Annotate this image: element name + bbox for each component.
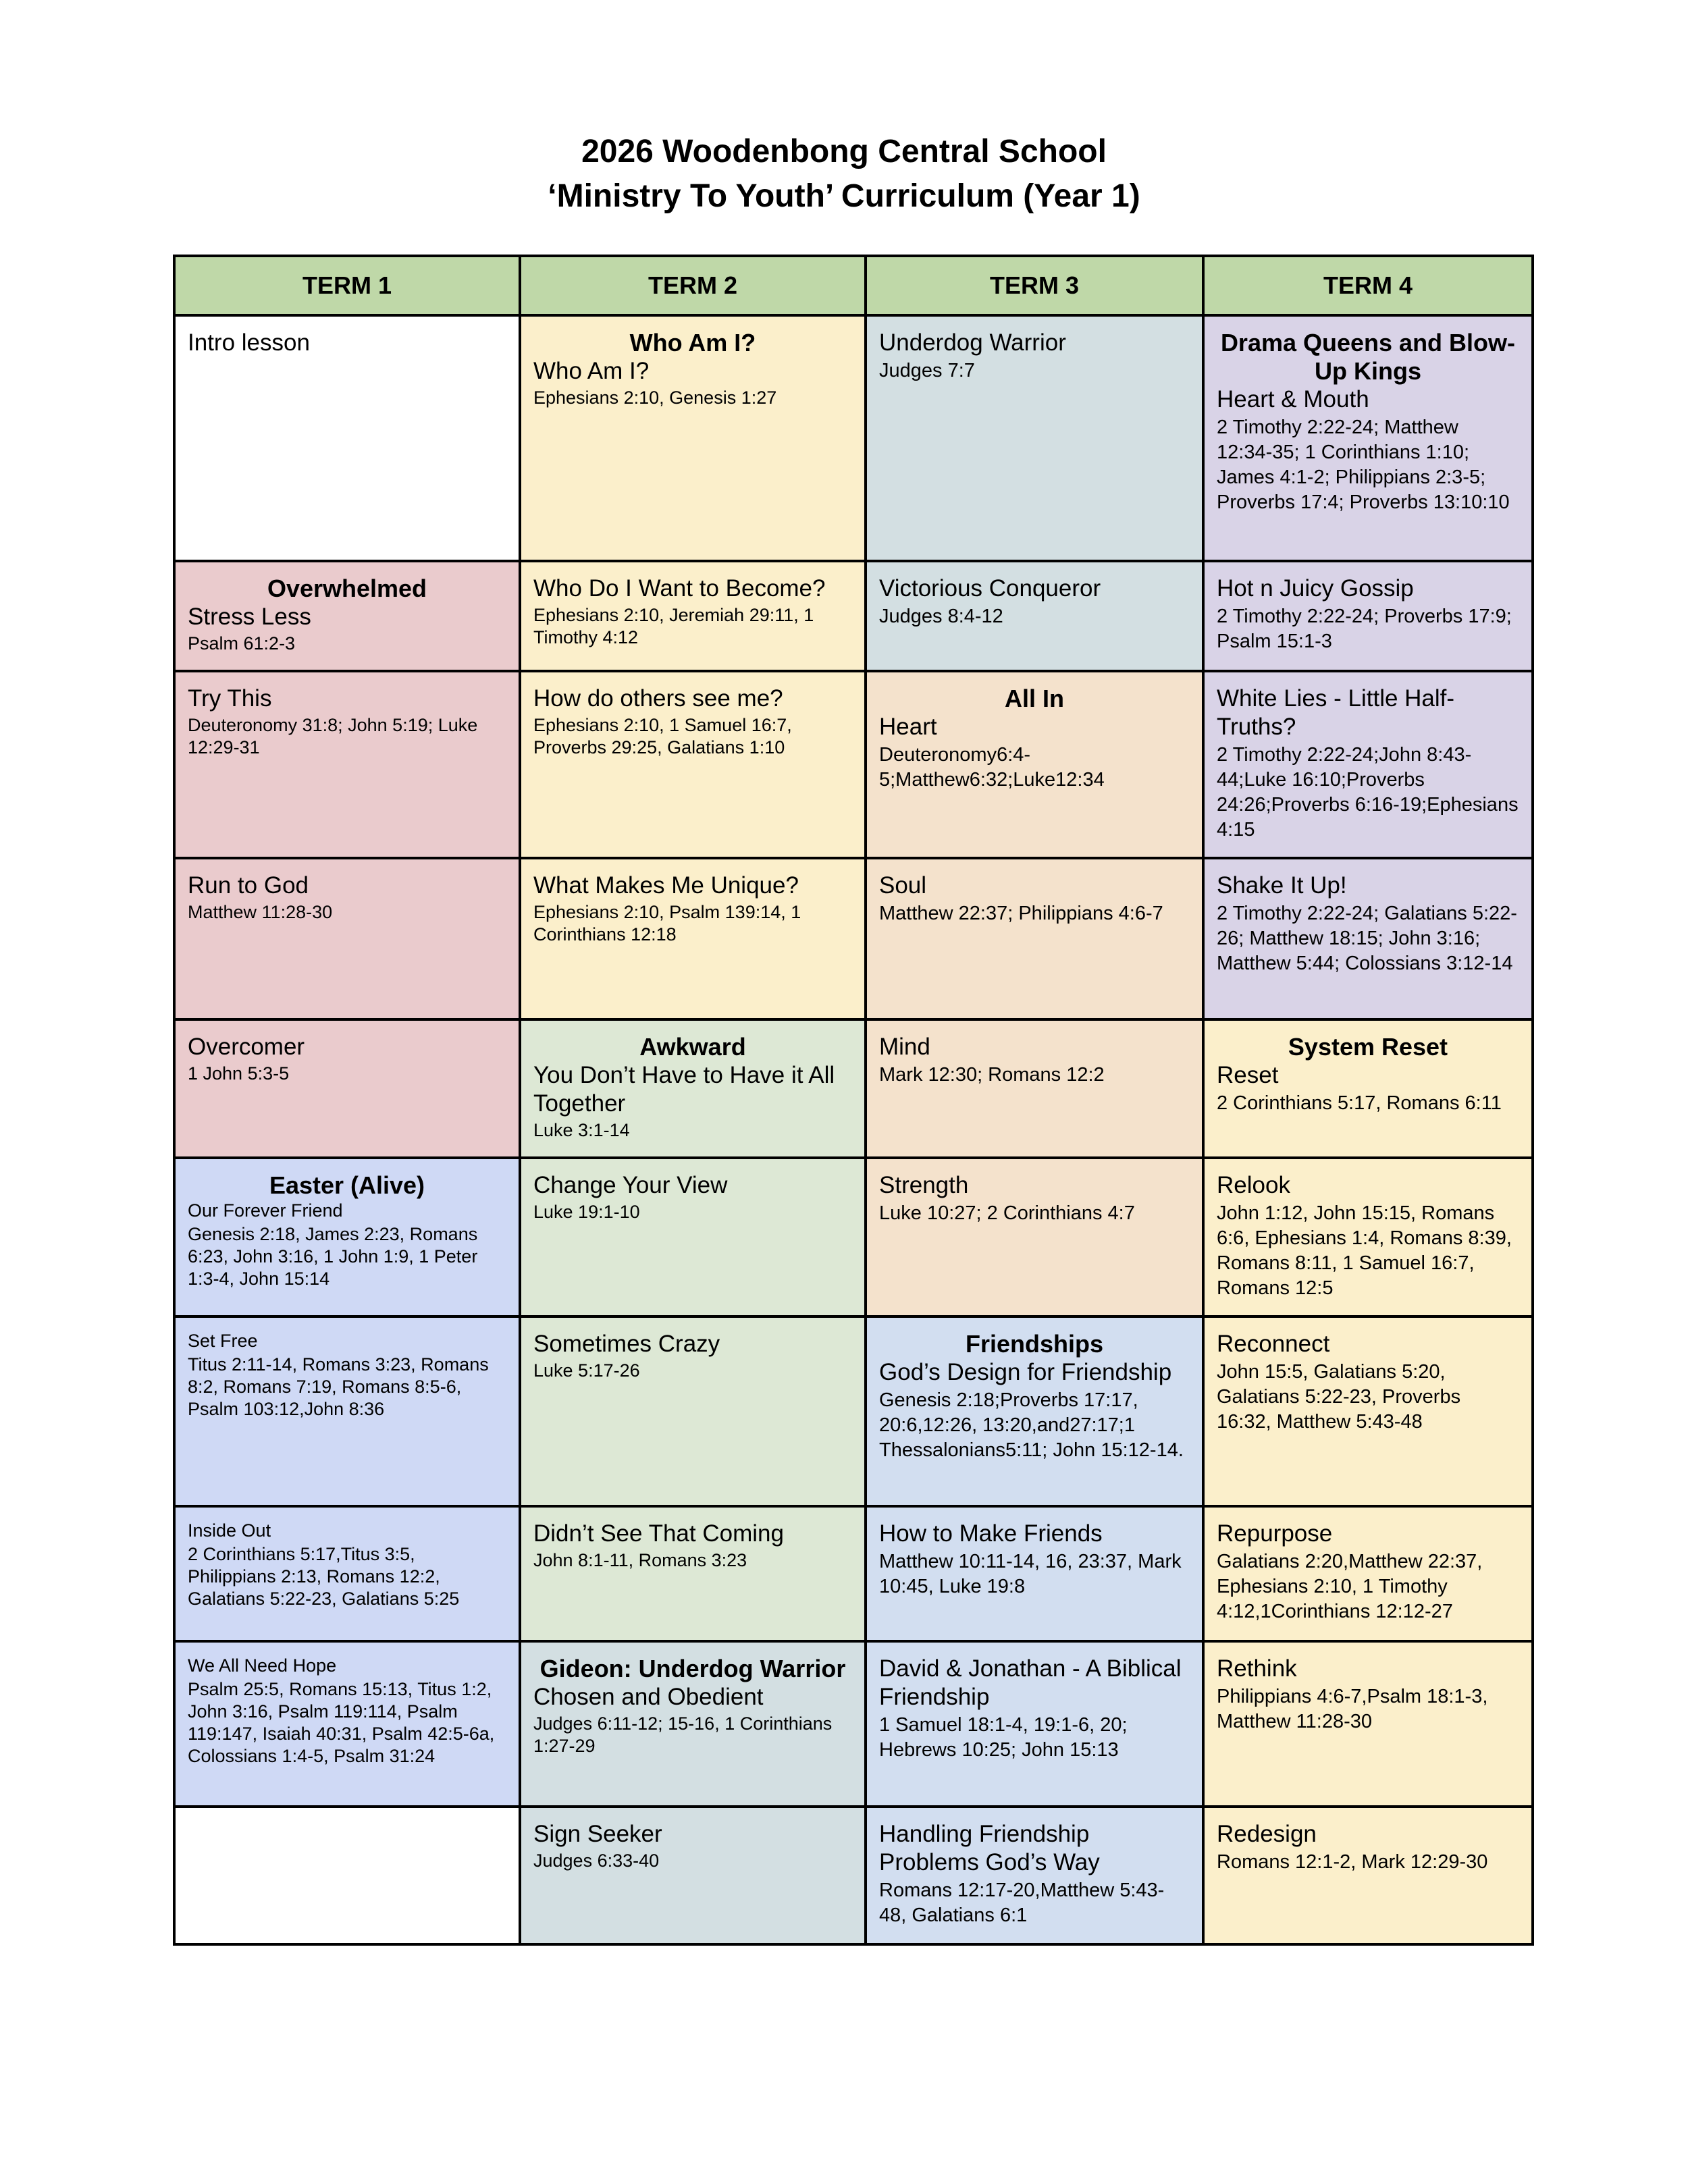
lesson-title: Didn’t See That Coming (533, 1520, 784, 1547)
unit-title: Who Am I? (629, 329, 756, 356)
lesson-title: You Don’t Have to Have it All Together (533, 1062, 835, 1117)
lesson-cell (520, 1158, 866, 1316)
scripture-references: 2 Timothy 2:22-24; Proverbs 17:9; Psalm 15:1-3 (1217, 606, 1512, 652)
lesson-cell (520, 1506, 866, 1641)
scripture-references: 2 Timothy 2:22-24; Galatians 5:22-26; Matthew 18:15; John 3:16; Matthew 5:44; Colossians 3:12-14 (1217, 903, 1517, 974)
scripture-references: Philippians 4:6-7,Psalm 18:1-3, Matthew 11:28-30 (1217, 1686, 1488, 1732)
lesson-cell (520, 315, 866, 561)
scripture-references: Psalm 61:2-3 (188, 633, 296, 654)
unit-title: Gideon: Underdog Warrior (539, 1655, 846, 1682)
scripture-references: 1 John 5:3-5 (188, 1063, 290, 1084)
lesson-title: Hot n Juicy Gossip (1217, 575, 1414, 602)
lesson-cell (866, 858, 1203, 1019)
scripture-references: Titus 2:11-14, Romans 3:23, Romans 8:2, Romans 7:19, Romans 8:5-6, Psalm 103:12,John 8:36 (188, 1354, 489, 1419)
lesson-cell (174, 1807, 520, 1944)
lesson-cell (1203, 1019, 1533, 1158)
lesson-row (174, 671, 1533, 858)
scripture-references: Luke 3:1-14 (533, 1120, 630, 1140)
lesson-title: David & Jonathan - A Biblical Friendship (879, 1655, 1182, 1710)
lesson-title: Run to God (188, 872, 309, 899)
scripture-references: Judges 6:11-12; 15-16, 1 Corinthians 1:27-29 (533, 1713, 833, 1756)
scripture-references: Genesis 2:18;Proverbs 17:17, 20:6,12:26, 13:20,and27:17;1 Thessalonians5:11; John 15:12-14. (879, 1389, 1184, 1461)
scripture-references: 2 Timothy 2:22-24; Matthew 12:34-35; 1 Corinthians 1:10; James 4:1-2; Philippians 2:3-5; Proverbs 17:4; Proverbs 13:10:10 (1217, 417, 1510, 513)
scripture-references: Romans 12:1-2, Mark 12:29-30 (1217, 1851, 1488, 1873)
lesson-row (174, 1019, 1533, 1158)
lesson-cell (174, 1506, 520, 1641)
lesson-title: God’s Design for Friendship (879, 1359, 1172, 1385)
lesson-title: Overcomer (188, 1034, 305, 1060)
scripture-references: John 8:1-11, Romans 3:23 (533, 1550, 747, 1570)
scripture-references: Judges 7:7 (879, 360, 975, 381)
lesson-title: Reconnect (1217, 1331, 1330, 1357)
scripture-references: 2 Corinthians 5:17, Romans 6:11 (1217, 1092, 1502, 1114)
scripture-references: Luke 19:1-10 (533, 1202, 640, 1222)
lesson-title: Shake It Up! (1217, 872, 1347, 899)
lesson-cell (866, 1641, 1203, 1807)
lesson-title: Try This (188, 685, 272, 712)
lesson-title: Our Forever Friend (188, 1200, 343, 1221)
lesson-title: Relook (1217, 1172, 1290, 1198)
scripture-references: Ephesians 2:10, Genesis 1:27 (533, 388, 777, 408)
scripture-references: John 1:12, John 15:15, Romans 6:6, Ephesians 1:4, Romans 8:39, Romans 8:11, 1 Samuel 16:7, Romans 12:5 (1217, 1202, 1512, 1299)
lesson-title: We All Need Hope (188, 1655, 337, 1676)
term-header: TERM 4 (1203, 256, 1533, 315)
lesson-cell (866, 1807, 1203, 1944)
lesson-title: Set Free (188, 1331, 258, 1351)
unit-title: Drama Queens and Blow-Up Kings (1220, 329, 1516, 385)
lesson-cell (866, 671, 1203, 858)
lesson-cell (174, 671, 520, 858)
lesson-title: How to Make Friends (879, 1520, 1103, 1547)
lesson-row (174, 1316, 1533, 1506)
lesson-cell (866, 1158, 1203, 1316)
scripture-references: John 15:5, Galatians 5:20, Galatians 5:22-23, Proverbs 16:32, Matthew 5:43-48 (1217, 1361, 1461, 1433)
lesson-title: What Makes Me Unique? (533, 872, 799, 899)
lesson-title: Stress Less (188, 604, 311, 630)
unit-title: Awkward (639, 1033, 746, 1061)
term-header: TERM 1 (174, 256, 520, 315)
scripture-references: Ephesians 2:10, Jeremiah 29:11, 1 Timothy 4:12 (533, 605, 814, 647)
lesson-row (174, 1641, 1533, 1807)
lesson-title: Intro lesson (188, 329, 310, 356)
lesson-cell (1203, 315, 1533, 561)
lesson-row (174, 315, 1533, 561)
lesson-cell (1203, 1158, 1533, 1316)
curriculum-body (174, 315, 1533, 1944)
lesson-cell (1203, 858, 1533, 1019)
scripture-references: Genesis 2:18, James 2:23, Romans 6:23, John 3:16, 1 John 1:9, 1 Peter 1:3-4, John 15:14 (188, 1224, 478, 1289)
unit-title: Friendships (965, 1330, 1104, 1358)
lesson-cell (1203, 1807, 1533, 1944)
lesson-title: Redesign (1217, 1821, 1317, 1847)
lesson-title: Change Your View (533, 1172, 728, 1198)
lesson-title: Strength (879, 1172, 969, 1198)
scripture-references: 2 Timothy 2:22-24;John 8:43-44;Luke 16:10;Proverbs 24:26;Proverbs 6:16-19;Ephesians 4:15 (1217, 744, 1519, 841)
lesson-title: Reset (1217, 1062, 1279, 1088)
unit-title: All In (1005, 685, 1064, 712)
lesson-row (174, 561, 1533, 671)
term-header: TERM 3 (866, 256, 1203, 315)
unit-title: Easter (Alive) (269, 1171, 425, 1199)
lesson-cell (520, 1641, 866, 1807)
scripture-references: Luke 10:27; 2 Corinthians 4:7 (879, 1202, 1135, 1224)
lesson-title: Heart & Mouth (1217, 386, 1369, 412)
unit-title: Overwhelmed (267, 575, 427, 602)
lesson-cell (1203, 1641, 1533, 1807)
lesson-cell (174, 315, 520, 561)
lesson-title: Repurpose (1217, 1520, 1333, 1547)
scripture-references: 2 Corinthians 5:17,Titus 3:5, Philippians 2:13, Romans 12:2, Galatians 5:22-23, Galatians 5:25 (188, 1544, 460, 1609)
unit-title: System Reset (1288, 1033, 1448, 1061)
page-title (0, 130, 1688, 219)
term-header-row (174, 256, 1533, 315)
lesson-cell (520, 1316, 866, 1506)
title-line-1: 2026 Woodenbong Central School (581, 134, 1107, 169)
lesson-cell (866, 315, 1203, 561)
lesson-title: Victorious Conqueror (879, 575, 1101, 602)
lesson-cell (1203, 1506, 1533, 1641)
lesson-cell (174, 858, 520, 1019)
lesson-cell (174, 1641, 520, 1807)
lesson-title: Handling Friendship Problems God’s Way (879, 1821, 1100, 1875)
lesson-cell (1203, 561, 1533, 671)
lesson-cell (866, 1506, 1203, 1641)
lesson-cell (1203, 1316, 1533, 1506)
curriculum-table (173, 255, 1534, 1946)
lesson-row (174, 1158, 1533, 1316)
lesson-cell (174, 1316, 520, 1506)
lesson-title: Underdog Warrior (879, 329, 1066, 356)
lesson-title: White Lies - Little Half-Truths? (1217, 685, 1455, 740)
lesson-title: Who Do I Want to Become? (533, 575, 826, 602)
lesson-cell (174, 1158, 520, 1316)
lesson-row (174, 1807, 1533, 1944)
lesson-cell (866, 561, 1203, 671)
lesson-title: Inside Out (188, 1520, 271, 1541)
scripture-references: Galatians 2:20,Matthew 22:37, Ephesians 2:10, 1 Timothy 4:12,1Corinthians 12:12-27 (1217, 1551, 1483, 1622)
lesson-title: Rethink (1217, 1655, 1297, 1682)
scripture-references: Matthew 10:11-14, 16, 23:37, Mark 10:45, Luke 19:8 (879, 1551, 1182, 1597)
scripture-references: Ephesians 2:10, 1 Samuel 16:7, Proverbs 29:25, Galatians 1:10 (533, 715, 792, 757)
lesson-cell (520, 858, 866, 1019)
scripture-references: Mark 12:30; Romans 12:2 (879, 1064, 1105, 1086)
scripture-references: Deuteronomy6:4-5;Matthew6:32;Luke12:34 (879, 744, 1105, 791)
scripture-references: Romans 12:17-20,Matthew 5:43-48, Galatians 6:1 (879, 1880, 1165, 1926)
scripture-references: 1 Samuel 18:1-4, 19:1-6, 20; Hebrews 10:25; John 15:13 (879, 1714, 1128, 1761)
lesson-title: Heart (879, 714, 937, 740)
lesson-cell (174, 561, 520, 671)
lesson-title: Sign Seeker (533, 1821, 662, 1847)
lesson-cell (520, 1019, 866, 1158)
lesson-row (174, 1506, 1533, 1641)
lesson-cell (1203, 671, 1533, 858)
scripture-references: Matthew 11:28-30 (188, 902, 333, 922)
scripture-references: Ephesians 2:10, Psalm 139:14, 1 Corinthians 12:18 (533, 902, 801, 944)
lesson-cell (520, 671, 866, 858)
lesson-cell (520, 561, 866, 671)
scripture-references: Judges 8:4-12 (879, 606, 1003, 627)
lesson-title: Who Am I? (533, 358, 650, 384)
scripture-references: Judges 6:33-40 (533, 1850, 660, 1871)
scripture-references: Deuteronomy 31:8; John 5:19; Luke 12:29-31 (188, 715, 478, 757)
lesson-title: Sometimes Crazy (533, 1331, 720, 1357)
lesson-title: Chosen and Obedient (533, 1684, 764, 1710)
scripture-references: Matthew 22:37; Philippians 4:6-7 (879, 903, 1163, 924)
lesson-title: Mind (879, 1034, 930, 1060)
title-line-2: ‘Ministry To Youth’ Curriculum (Year 1) (548, 178, 1140, 214)
lesson-title: Soul (879, 872, 927, 899)
scripture-references: Psalm 25:5, Romans 15:13, Titus 1:2, John 3:16, Psalm 119:114, Psalm 119:147, Isaiah 40:31, Psalm 42:5-6a, Colossians 1:4-5, Psalm 31:24 (188, 1679, 495, 1766)
scripture-references: Luke 5:17-26 (533, 1360, 640, 1381)
lesson-cell (866, 1316, 1203, 1506)
lesson-cell (174, 1019, 520, 1158)
lesson-title: How do others see me? (533, 685, 783, 712)
term-header: TERM 2 (520, 256, 866, 315)
lesson-row (174, 858, 1533, 1019)
lesson-cell (520, 1807, 866, 1944)
lesson-cell (866, 1019, 1203, 1158)
